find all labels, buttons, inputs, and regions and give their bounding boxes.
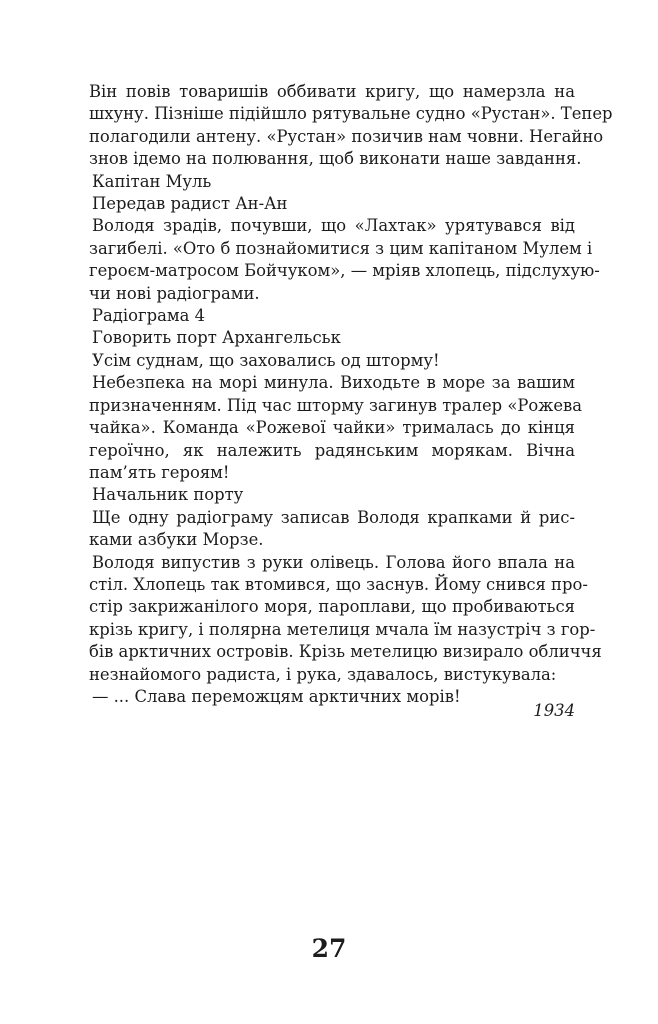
radiogram-line: Говорить порт Архангельськ (92, 328, 341, 348)
year-date: 1934 (533, 701, 575, 720)
text-line: шхуну. Пізніше підійшло рятувальне судно «Рустан». Тепер (89, 104, 613, 124)
text-line: бів арктичних островів. Крізь метелицю визирало обличчя (89, 642, 602, 662)
text-line: Володя зрадів, почувши, що «Лахтак» урятувався від (92, 216, 575, 236)
signature-line: Начальник порту (92, 485, 244, 505)
text-line: незнайомого радиста, і рука, здавалось, вистукувала: (89, 664, 557, 684)
text-line: крізь кригу, і полярна метелиця мчала їм назустріч з гор- (89, 619, 596, 639)
text-line: чи нові радіограми. (89, 283, 260, 303)
radiogram-line: чайка». Команда «Рожевої чайки» трималась до кінця (89, 418, 575, 438)
text-line: стіл. Хлопець так втомився, що заснув. Йому снився про- (89, 574, 588, 594)
radiogram-heading: Радіограма 4 (92, 306, 206, 326)
text-line: Він повів товаришів оббивати кригу, що намерзла на (89, 82, 575, 101)
text-line: Ще одну радіограму записав Володя крапками й рис- (92, 507, 575, 527)
radiogram-line: Усім суднам, що заховались од шторму! (92, 350, 440, 370)
text-line: ками азбуки Морзе. (89, 530, 264, 550)
text-line: героєм-матросом Бойчуком», — мріяв хлопець, підслухую- (89, 261, 600, 281)
radiogram-line: призначенням. Під час шторму загинув тралер «Рожева (89, 395, 583, 415)
text-line: Володя випустив з руки олівець. Голова його впала на (92, 552, 575, 572)
text-line: знов ідемо на полювання, щоб виконати наше завдання. (89, 149, 582, 169)
signature-line: Передав радист Ан-Ан (92, 194, 288, 214)
radiogram-line: пам’ять героям! (89, 462, 230, 482)
text-line: загибелі. «Ото б познайомитися з цим капітаном Мулем і (89, 238, 593, 258)
page-number: 27 (311, 934, 347, 963)
radiogram-line: Небезпека на морі минула. Виходьте в море за вашим (92, 373, 575, 393)
text-line: полагодили антену. «Рустан» позичив нам човни. Негайно (89, 126, 604, 146)
body-text (89, 81, 613, 708)
signature-line: Капітан Муль (92, 171, 212, 191)
radiogram-line: героїчно, як належить радянським морякам. Вічна (89, 440, 575, 460)
text-line: — ... Слава переможцям арктичних морів! (92, 686, 461, 706)
text-line: стір закрижанілого моря, пароплави, що пробиваються (89, 597, 575, 617)
